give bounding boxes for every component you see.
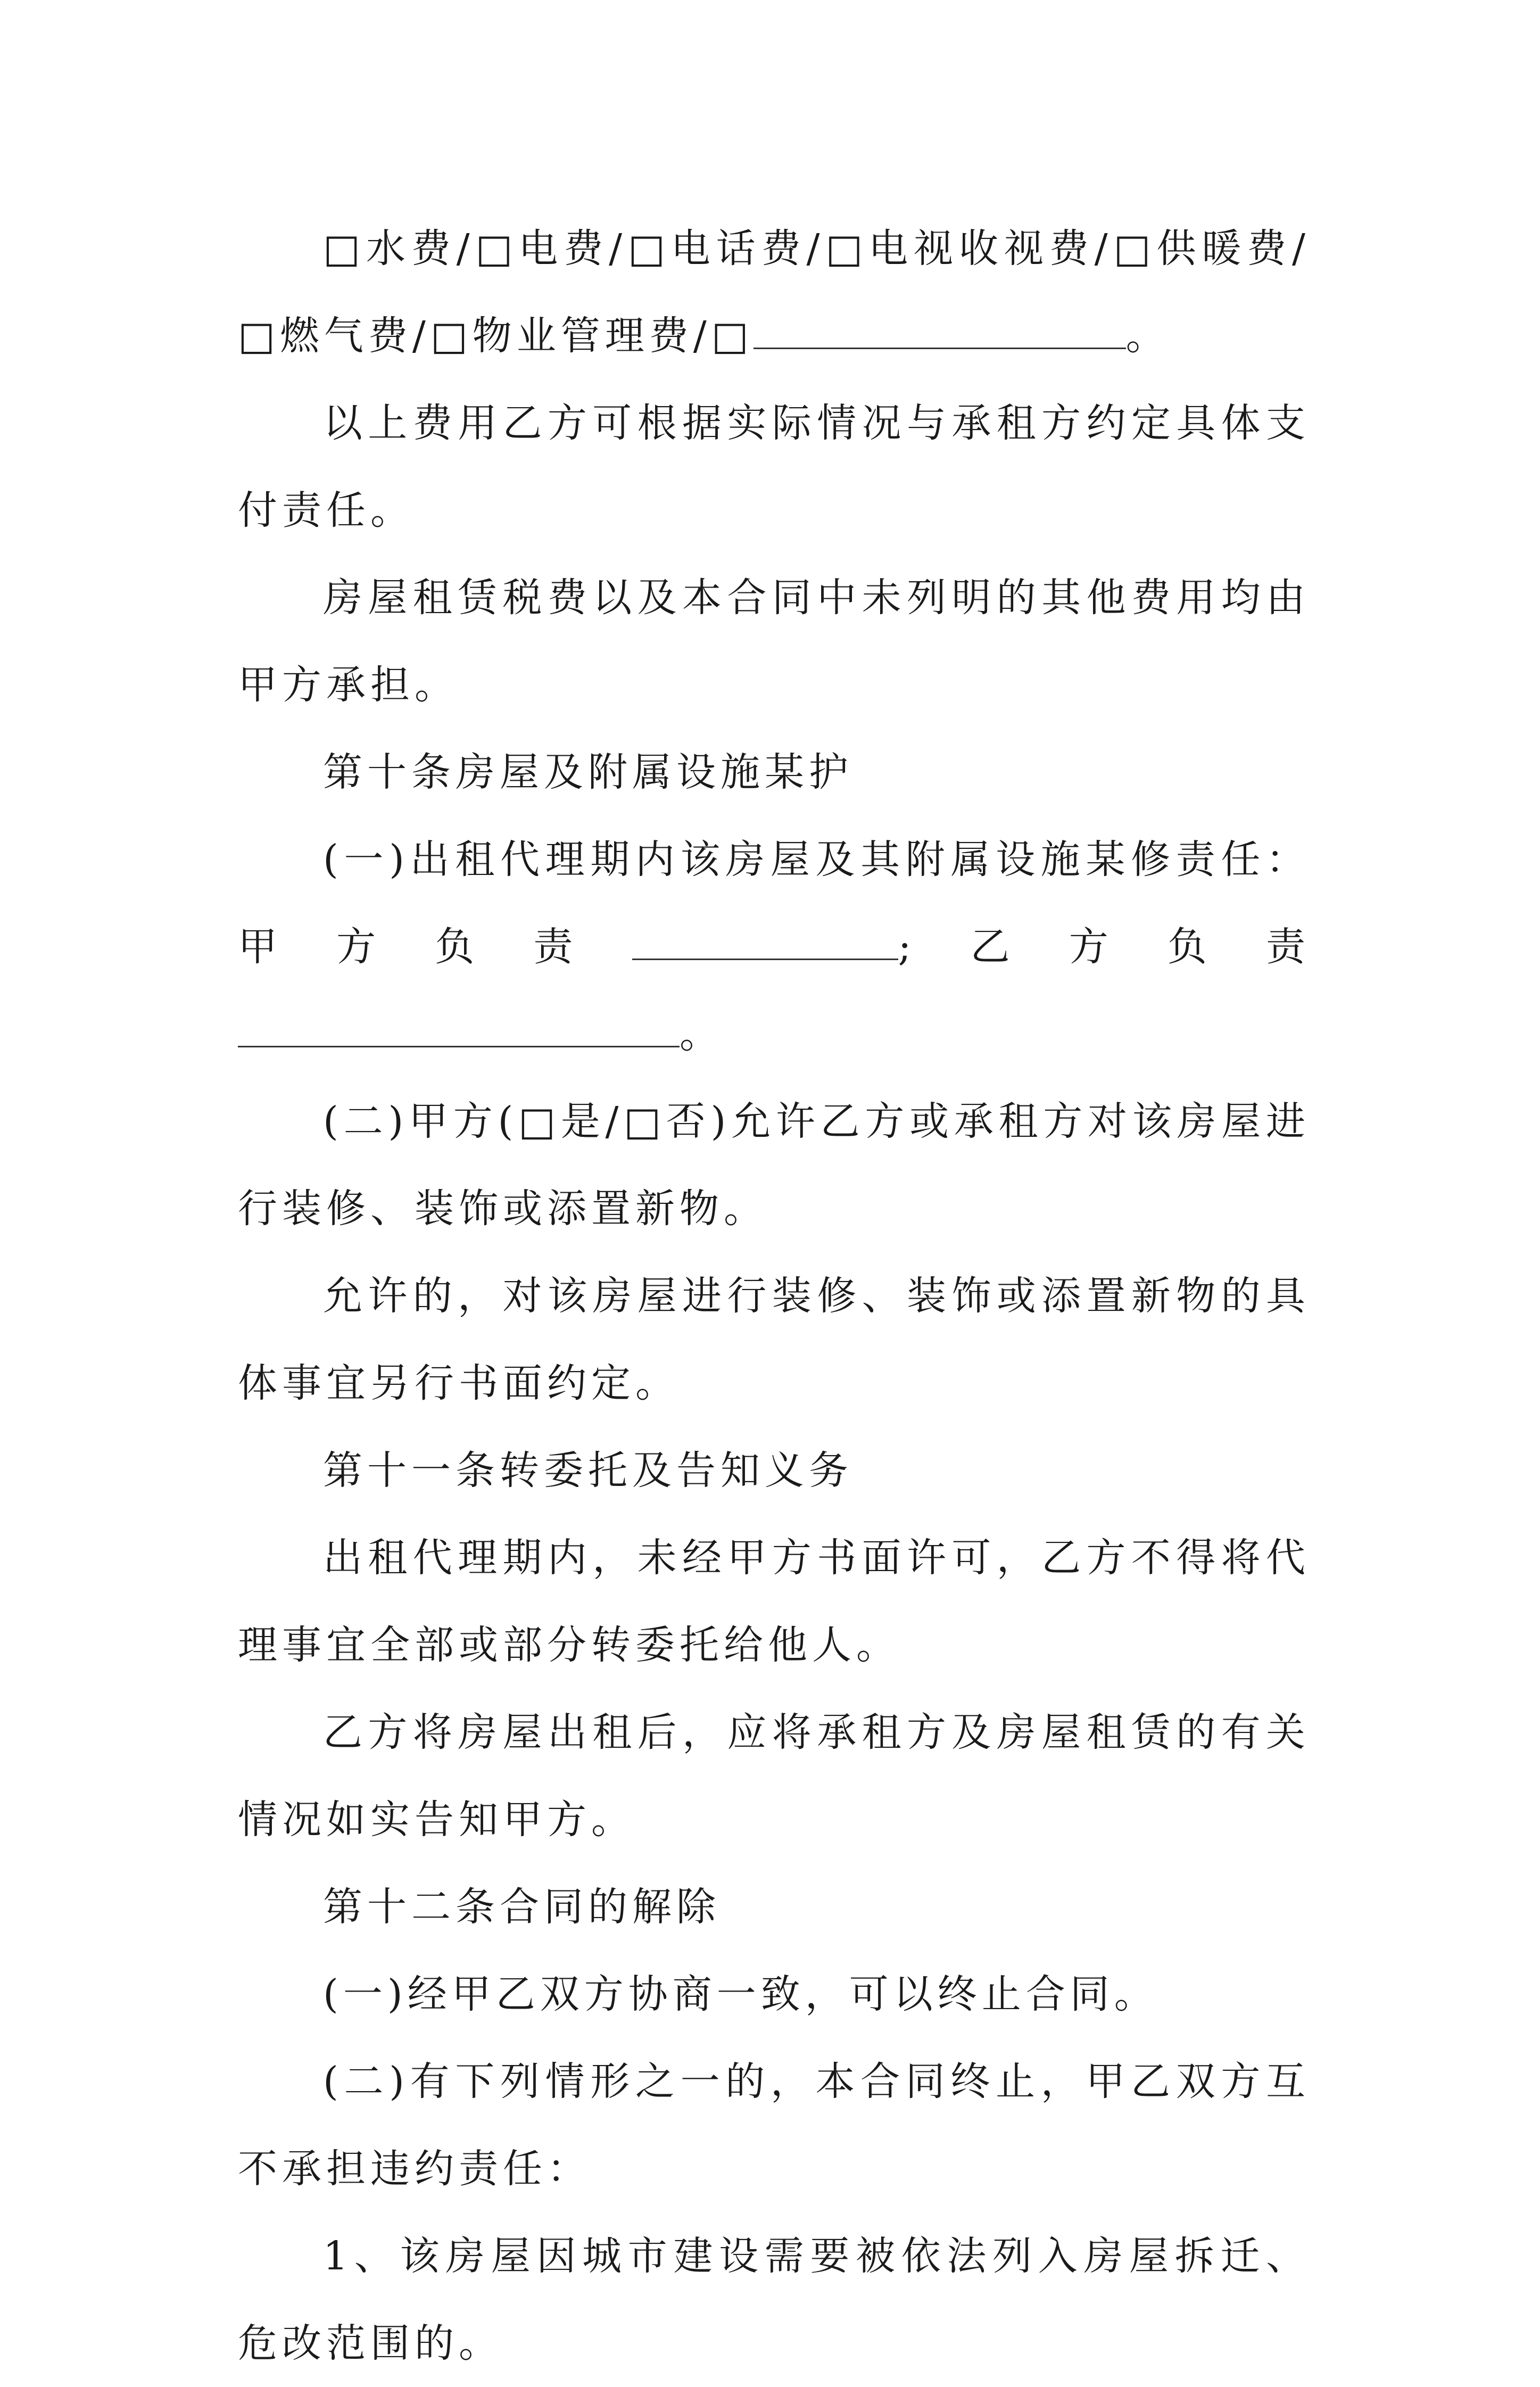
- clause-end: 。: [680, 1011, 724, 1057]
- article-10-clause-2: (二)甲方(□是/□否)允许乙方或承租方对该房屋进行装修、装饰或添置新物。: [238, 1098, 1310, 1232]
- document-page: [238, 205, 1310, 2387]
- article-11-clause-1: 出租代理期内，未经甲方书面许可，乙方不得将代理事宜全部或部分转委托给他人。: [238, 1535, 1310, 1668]
- fees-note: 以上费用乙方可根据实际情况与承租方约定具体支付责任。: [238, 400, 1310, 533]
- tax-note: 房屋租赁税费以及本合同中未列明的其他费用均由甲方承担。: [238, 575, 1310, 708]
- article-11-title: 第十一条转委托及告知义务: [323, 1448, 853, 1493]
- party-a-responsibility-label: (一)出租代理期内该房屋及其附属设施某修责任：甲方负责: [238, 837, 1310, 970]
- party-b-responsibility-label: ;乙方负责: [898, 924, 1310, 970]
- fees-end: 。: [1125, 313, 1170, 359]
- party-b-responsibility-blank: [238, 1012, 680, 1047]
- article-10-clause-3: 允许的，对该房屋进行装修、装饰或添置新物的具体事宜另行书面约定。: [238, 1273, 1310, 1406]
- article-12-clause-2: (二)有下列情形之一的，本合同终止，甲乙双方互不承担违约责任：: [238, 2059, 1310, 2192]
- fees-options: □水费/□电费/□电话费/□电视收视费/□供暖费/□燃气费/□物业管理费/□: [238, 226, 1310, 359]
- fees-paragraph: [238, 205, 1310, 379]
- party-a-responsibility-blank: [632, 924, 898, 960]
- article-12-title: 第十二条合同的解除: [323, 1884, 721, 1930]
- article-12-clause-2-item-1: 1、该房屋因城市建设需要被依法列入房屋拆迁、危改范围的。: [238, 2233, 1310, 2366]
- article-10-clause-1: [238, 816, 1310, 1078]
- other-fee-blank: [754, 313, 1126, 349]
- article-11-clause-2: 乙方将房屋出租后，应将承租方及房屋租赁的有关情况如实告知甲方。: [238, 1709, 1310, 1843]
- article-10-title: 第十条房屋及附属设施某护: [323, 749, 853, 795]
- article-12-clause-1: (一)经甲乙双方协商一致，可以终止合同。: [323, 1971, 1158, 2017]
